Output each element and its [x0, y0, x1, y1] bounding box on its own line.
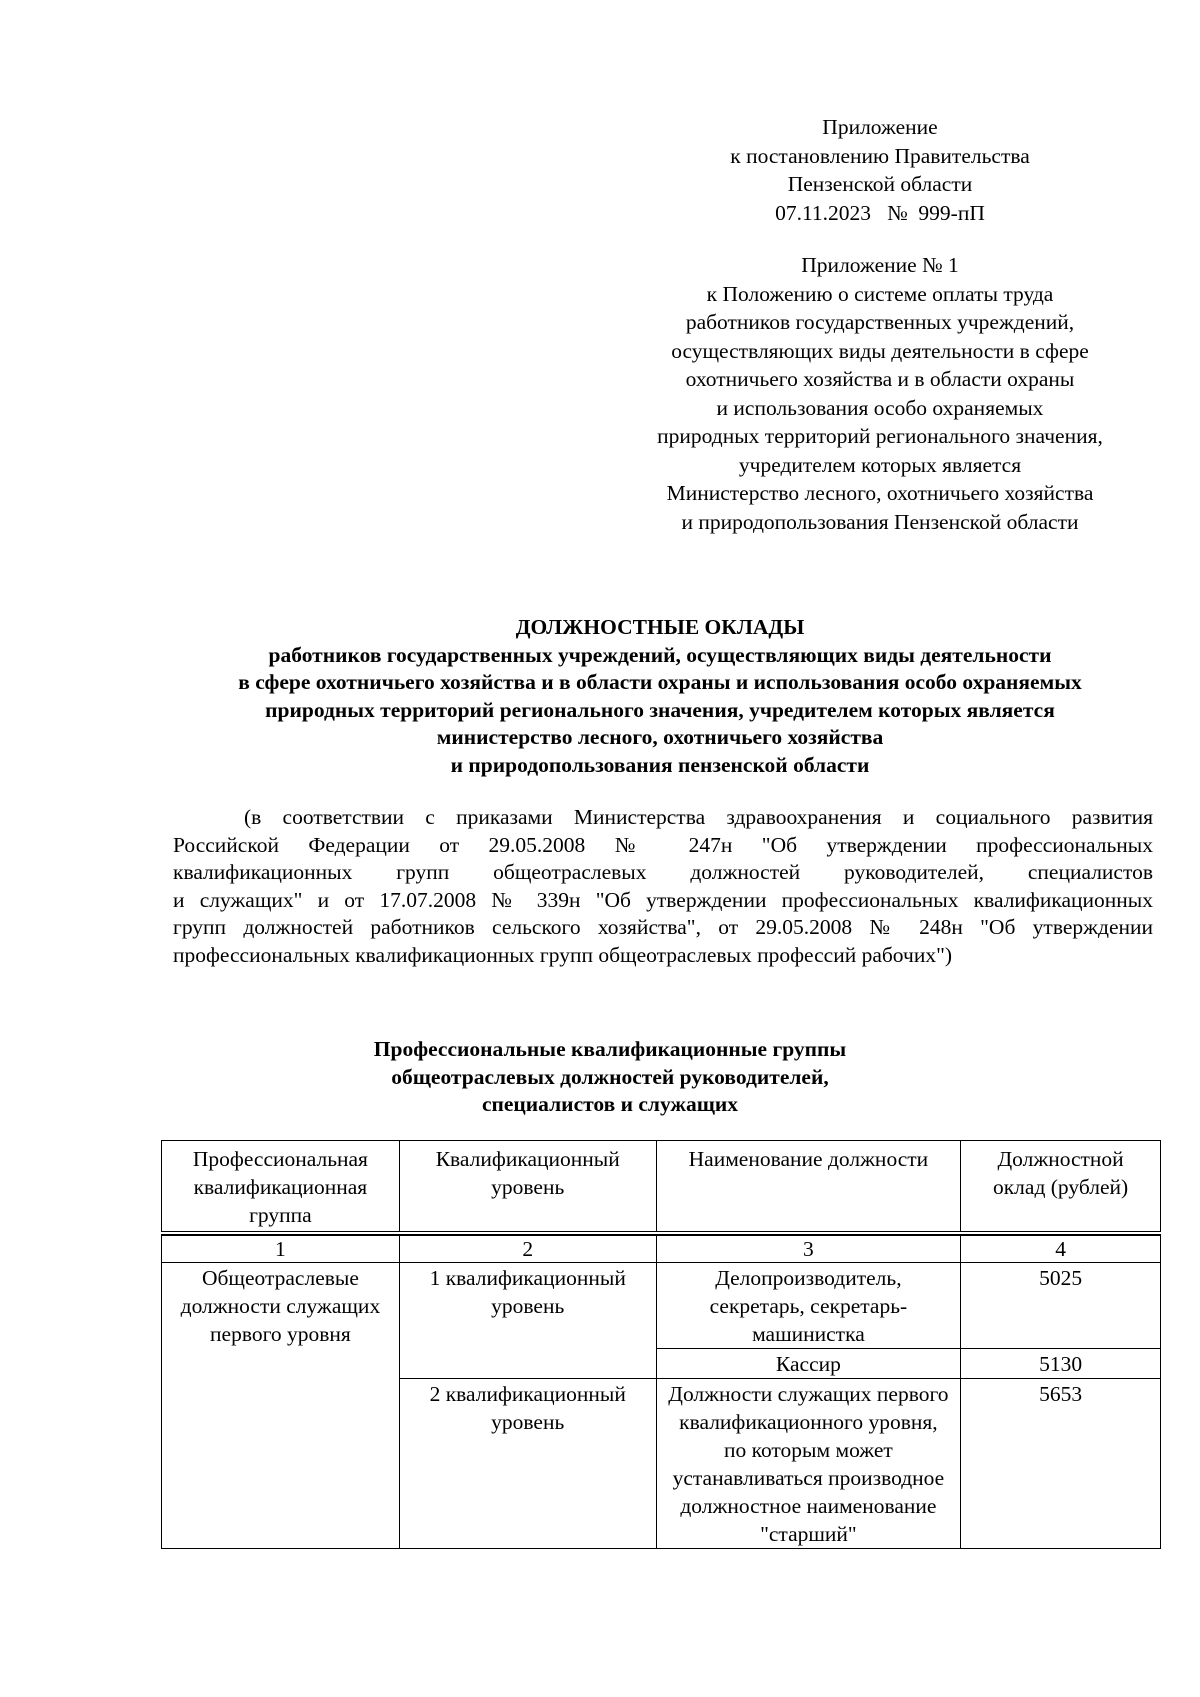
attachment-line: к постановлению Правительства	[730, 143, 1030, 168]
title-line: ДОЛЖНОСТНЫЕ ОКЛАДЫ	[515, 615, 805, 639]
attachment-sub-line: и природопользования Пензенской области	[681, 509, 1079, 534]
basis-line: профессиональных квалификационных групп общеотраслевых профессий рабочих")	[173, 942, 953, 967]
qualification-level-cell: 2 квалификационный уровень	[399, 1379, 656, 1549]
salary-cell: 5130	[961, 1349, 1161, 1379]
column-number: 3	[656, 1235, 961, 1263]
attachment-header	[620, 113, 1140, 227]
attachment-sub-line: охотничьего хозяйства и в области охраны	[685, 367, 1075, 391]
title-line: работников государственных учреждений, осуществляющих виды деятельности	[268, 642, 1052, 667]
basis-line: (в соответствии с приказами Министерства здравоохранения и социального развития	[244, 805, 1153, 829]
attachment-sub-line: природных территорий регионального значения,	[657, 424, 1103, 448]
section-title-line: специалистов и служащих	[481, 1092, 739, 1116]
header-salary: Должностной оклад (рублей)	[961, 1141, 1161, 1232]
section-title	[330, 1036, 890, 1119]
title-line: министерство лесного, охотничьего хозяйства	[436, 725, 884, 749]
attachment-sub-line: к Положению о системе оплаты труда	[706, 281, 1054, 306]
section-title-line: Профессиональные квалификационные группы	[373, 1037, 847, 1061]
attachment-line: Пензенской области	[787, 172, 973, 196]
column-number: 4	[961, 1235, 1161, 1263]
attachment-sub-line: Министерство лесного, охотничьего хозяйства	[666, 481, 1094, 505]
salary-cell: 5025	[961, 1263, 1161, 1349]
attachment-sub-line: учредителем которых является	[738, 452, 1022, 477]
column-number: 1	[162, 1235, 400, 1263]
position-cell: Должности служащих первого квалификационного уровня, по которым может устанавливаться производное должностное наименование "старший"	[656, 1379, 961, 1549]
basis-line: групп должностей работников сельского хозяйства", от 29.05.2008 № 248н "Об утверждении	[173, 915, 1153, 939]
attachment-sub-line: и использования особо охраняемых	[716, 395, 1044, 420]
position-cell: Делопроизводитель, секретарь, секретарь-машинистка	[656, 1263, 961, 1349]
table-row	[162, 1263, 1161, 1349]
legal-basis-paragraph	[173, 804, 1153, 969]
position-cell: Кассир	[656, 1349, 961, 1379]
column-number-row	[162, 1235, 1161, 1263]
qualification-level-cell: 1 квалификационный уровень	[399, 1263, 656, 1379]
salary-cell: 5653	[961, 1379, 1161, 1549]
attachment-line: Приложение	[822, 115, 938, 139]
title-line: и природопользования пензенской области	[450, 752, 870, 777]
attachment-sub-line: Приложение № 1	[801, 253, 959, 277]
attachment-sub-line: осуществляющих виды деятельности в сфере	[671, 338, 1089, 363]
attachment-sub-header	[620, 251, 1140, 536]
basis-line: и служащих" и от 17.07.2008 № 339н "Об утверждении профессиональных квалификационных	[173, 887, 1153, 912]
salary-table	[161, 1140, 1161, 1549]
header-qualification-group: Профессиональная квалификационная группа	[162, 1141, 400, 1232]
attachment-date-number: 07.11.2023 № 999-пП	[775, 200, 985, 225]
attachment-sub-line: работников государственных учреждений,	[685, 310, 1075, 334]
header-position-name: Наименование должности	[656, 1141, 961, 1232]
document-title	[160, 614, 1160, 779]
table-header-row	[162, 1141, 1161, 1232]
title-line: природных территорий регионального значения, учредителем которых является	[265, 697, 1055, 722]
header-qualification-level: Квалификационный уровень	[399, 1141, 656, 1232]
basis-line: квалификационных групп общеотраслевых должностей руководителей, специалистов	[173, 860, 1153, 884]
section-title-line: общеотраслевых должностей руководителей,	[391, 1064, 829, 1089]
basis-line: Российской Федерации от 29.05.2008 № 247н "Об утверждении профессиональных	[173, 832, 1153, 857]
title-line: в сфере охотничьего хозяйства и в области охраны и использования особо охраняемых	[238, 670, 1082, 694]
column-number: 2	[399, 1235, 656, 1263]
qualification-group-cell: Общеотраслевые должности служащих первого уровня	[162, 1263, 400, 1549]
